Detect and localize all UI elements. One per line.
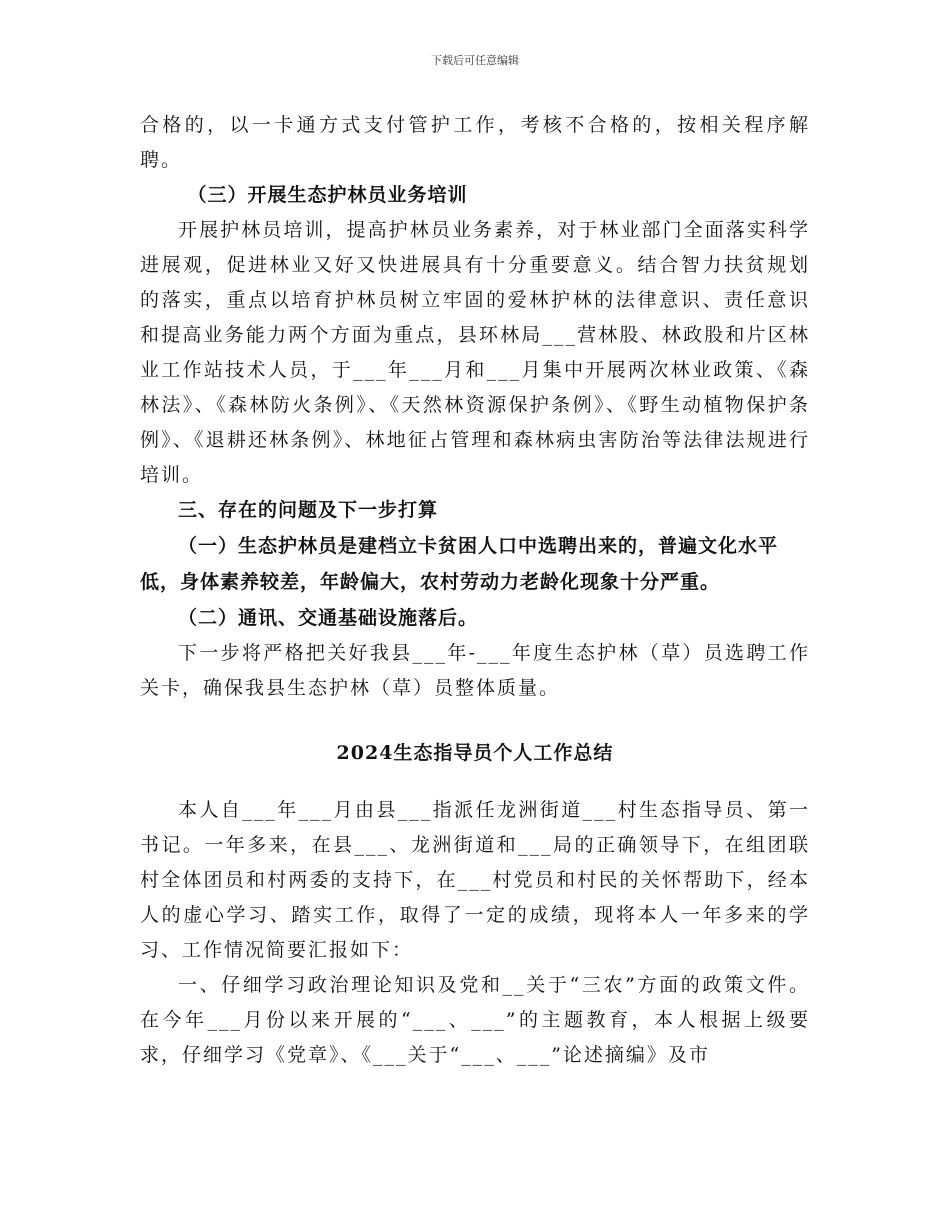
paragraph-next-steps: 下一步将严格把关好我县___年-___年度生态护林（草）员选聘工作关卡，确保我县生态护林（草）员整体质量。: [140, 642, 810, 699]
problem-item-1: （一）生态护林员是建档立卡贫困人口中选聘出来的，普遍文化水平低，身体素养较差，年龄偏大，农村劳动力老龄化现象十分严重。: [140, 535, 779, 593]
page-header: 下载后可任意编辑: [431, 54, 519, 67]
section-heading-problems: 三、存在的问题及下一步打算: [178, 499, 439, 521]
document-body: [140, 108, 810, 1073]
problem-item-2: （二）通讯、交通基础设施落后。: [178, 607, 479, 629]
paragraph-study: 一、仔细学习政治理论知识及党和__关于“三农”方面的政策文件。在今年___月份以来开展的“___、___”的主题教育，本人根据上级要求，仔细学习《党章》、《___关于“___、___”论述摘编》及市: [140, 974, 810, 1066]
paragraph-training: 开展护林员培训，提高护林员业务素养，对于林业部门全面落实科学进展观，促进林业又好又快进展具有十分重要意义。结合智力扶贫规划的落实，重点以培育护林员树立牢固的爱林护林的法律意识、责任意识和提高业务能力两个方面为重点，县环林局___营林股、林政股和片区林业工作站技术人员，于___年___月和___月集中开展两次林业政策、《森林法》、《森林防火条例》、《天然林资源保护条例》、《野生动植物保护条例》、《退耕还林条例》、林地征占管理和森林病虫害防治等法律法规进行培训。: [140, 219, 810, 486]
subsection-heading-training: （三）开展生态护林员业务培训: [187, 184, 468, 206]
paragraph-intro: 本人自___年___月由县___指派任龙洲街道___村生态指导员、第一书记。一年多来，在县___、龙洲街道和___局的正确领导下，在组团联村全体团员和村两委的支持下，在___村党员和村民的关怀帮助下，经本人的虚心学习、踏实工作，取得了一定的成绩，现将本人一年多来的学习、工作情况简要汇报如下：: [140, 799, 810, 961]
document-title: 2024生态指导员个人工作总结: [336, 742, 614, 764]
paragraph-continuation: 合格的，以一卡通方式支付管护工作，考核不合格的，按相关程序解聘。: [140, 114, 810, 171]
